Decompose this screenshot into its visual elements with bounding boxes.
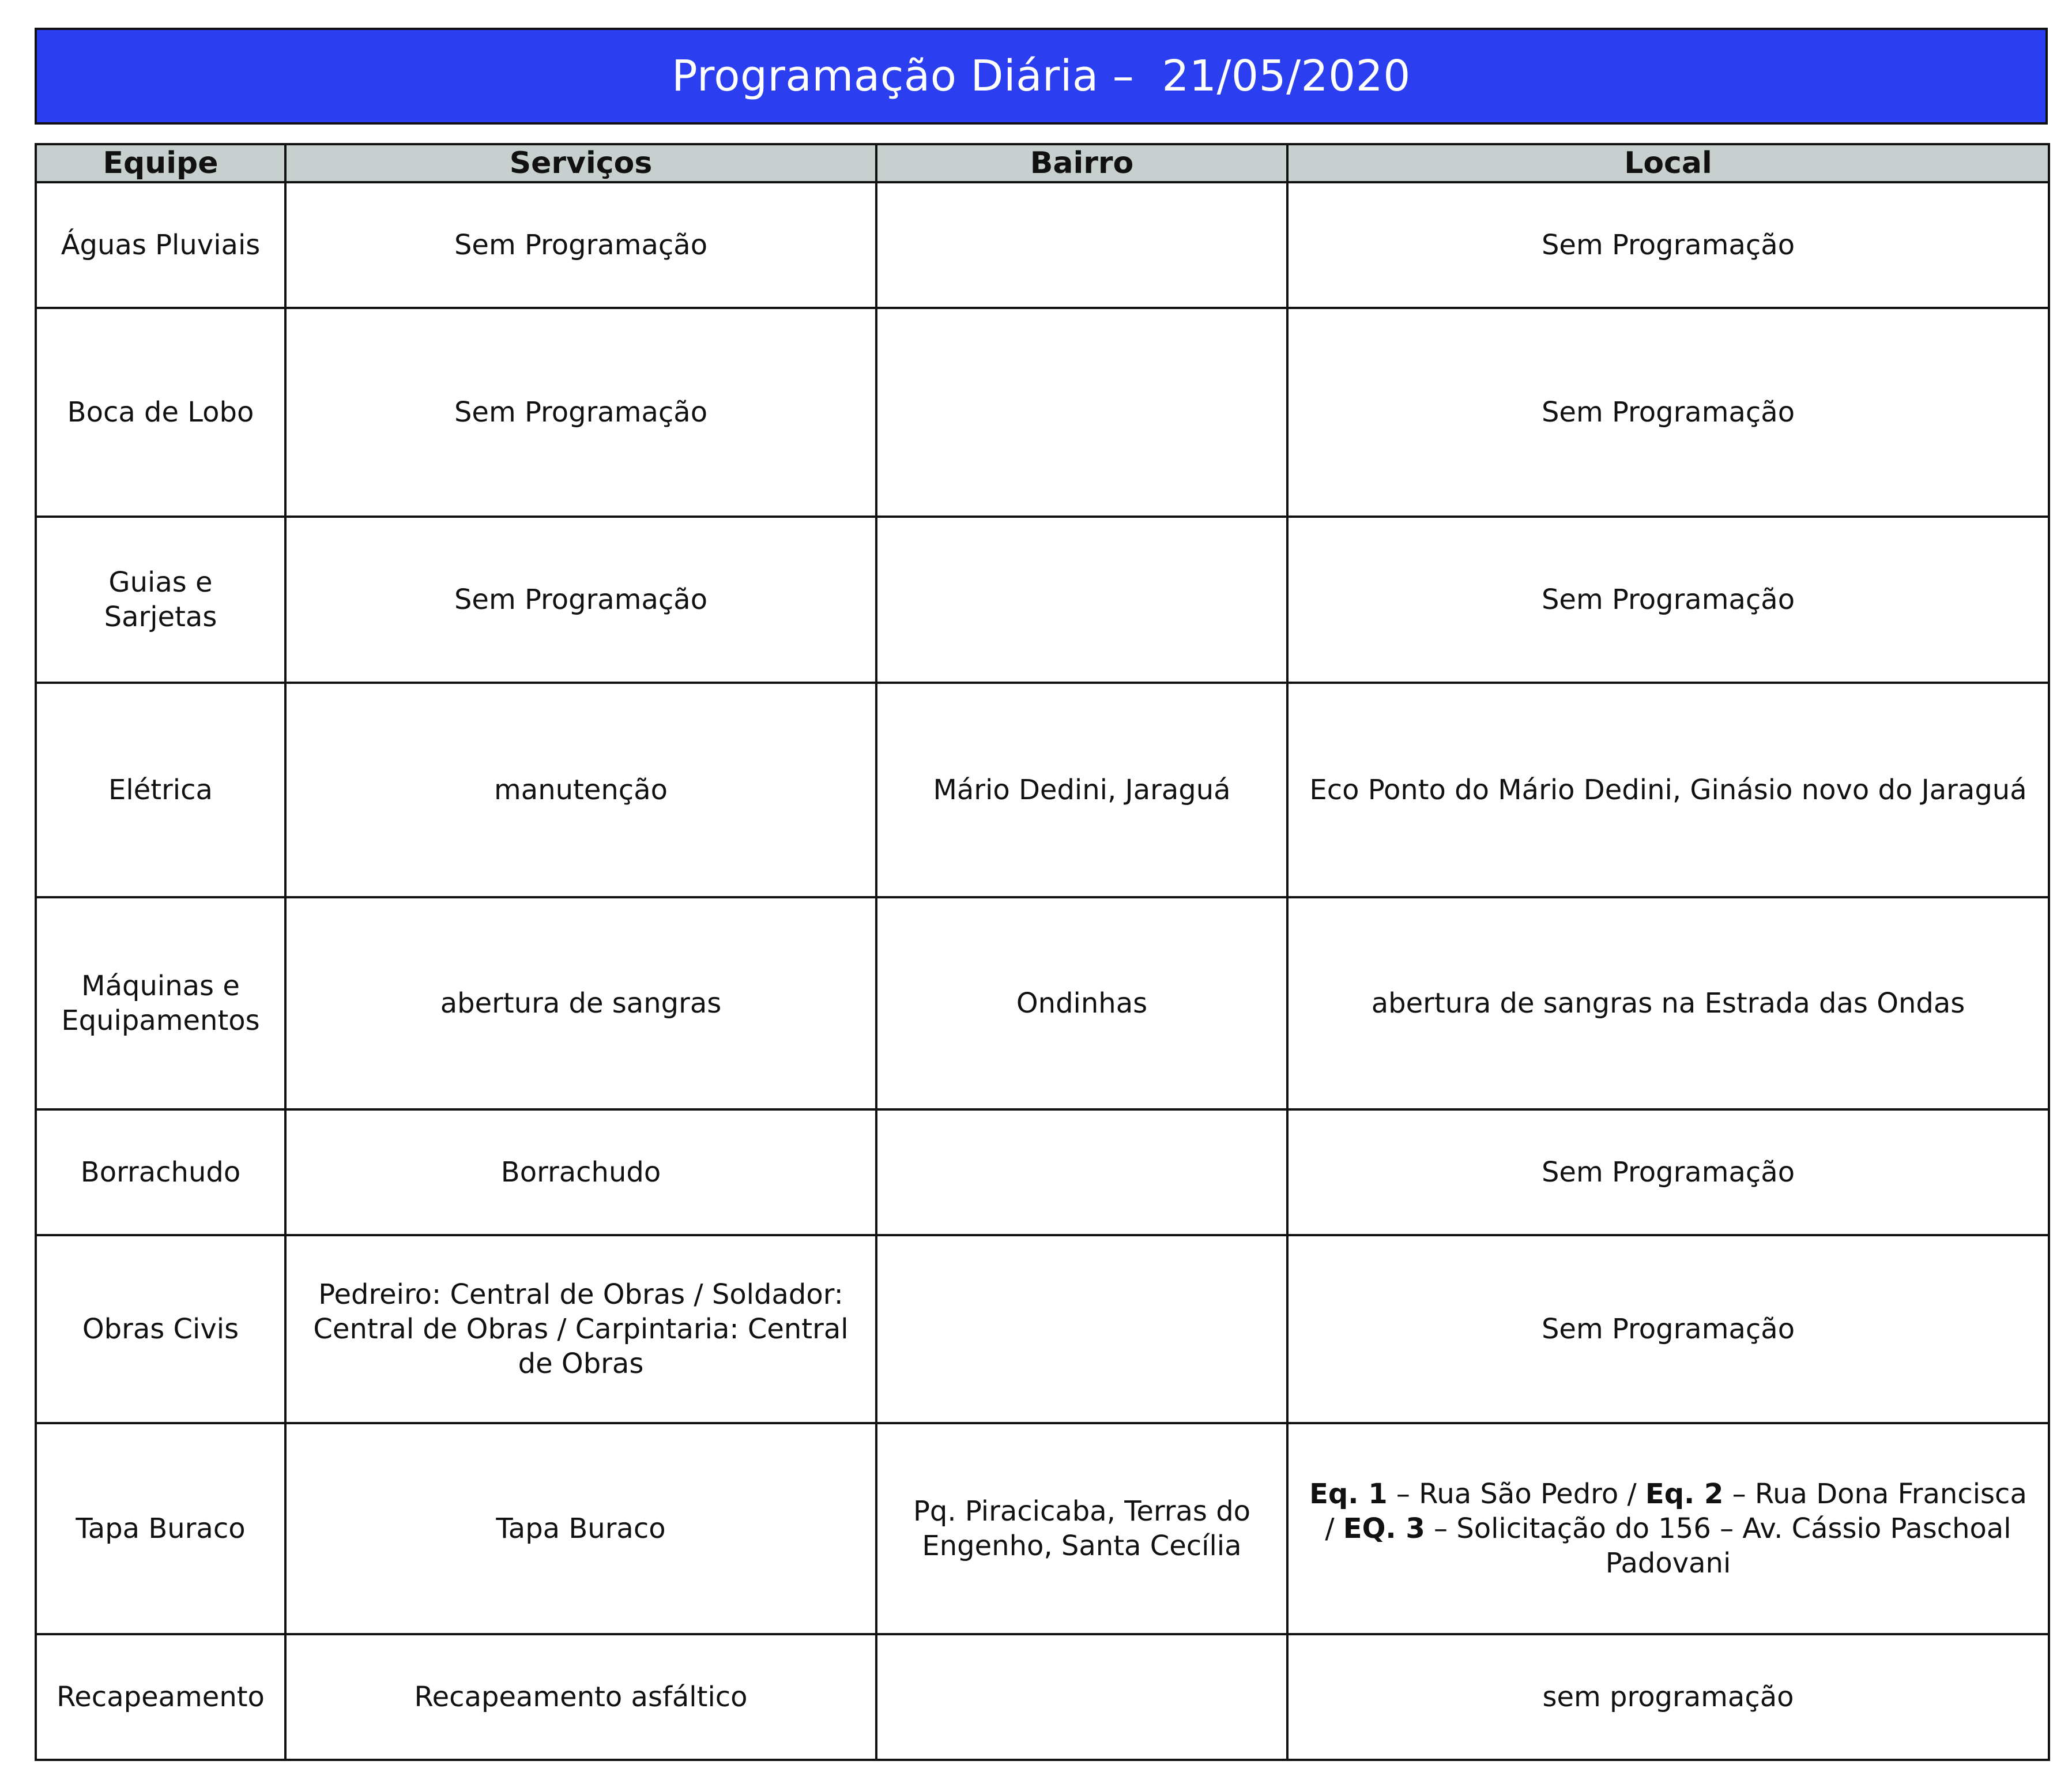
table-row <box>36 897 2049 1109</box>
cell-equipe: Máquinas e Equipamentos <box>36 897 285 1109</box>
table-row <box>36 1109 2049 1235</box>
cell-servicos: Recapeamento asfáltico <box>285 1634 876 1760</box>
cell-equipe: Águas Pluviais <box>36 182 285 308</box>
cell-bairro <box>876 517 1287 683</box>
cell-servicos: Borrachudo <box>285 1109 876 1235</box>
cell-bairro <box>876 1634 1287 1760</box>
table-row <box>36 683 2049 897</box>
team-location-eq3: – Solicitação do 156 – Av. Cássio Paschoal Padovani <box>1425 1512 2011 1579</box>
cell-bairro: Ondinhas <box>876 897 1287 1109</box>
cell-servicos: Tapa Buraco <box>285 1423 876 1634</box>
column-header-bairro: Bairro <box>876 144 1287 182</box>
table-row <box>36 1423 2049 1634</box>
cell-local: Sem Programação <box>1287 1235 2049 1423</box>
cell-bairro: Mário Dedini, Jaraguá <box>876 683 1287 897</box>
table-row <box>36 308 2049 517</box>
cell-local: sem programação <box>1287 1634 2049 1760</box>
page-title: Programação Diária – 21/05/2020 <box>672 51 1411 101</box>
cell-bairro <box>876 182 1287 308</box>
team-label-eq1: Eq. 1 <box>1309 1478 1388 1510</box>
cell-servicos: abertura de sangras <box>285 897 876 1109</box>
cell-local: Sem Programação <box>1287 308 2049 517</box>
cell-servicos: Pedreiro: Central de Obras / Soldador: Central de Obras / Carpintaria: Central de Obras <box>285 1235 876 1423</box>
table-row <box>36 1634 2049 1760</box>
cell-equipe: Elétrica <box>36 683 285 897</box>
cell-equipe: Boca de Lobo <box>36 308 285 517</box>
cell-local: Sem Programação <box>1287 1109 2049 1235</box>
cell-local: Sem Programação <box>1287 517 2049 683</box>
column-header-local: Local <box>1287 144 2049 182</box>
cell-servicos: Sem Programação <box>285 517 876 683</box>
cell-equipe: Guias e Sarjetas <box>36 517 285 683</box>
cell-local <box>1287 1423 2049 1634</box>
team-label-eq2: Eq. 2 <box>1645 1478 1724 1510</box>
column-header-servicos: Serviços <box>285 144 876 182</box>
schedule-table <box>35 143 2050 1761</box>
cell-servicos: manutenção <box>285 683 876 897</box>
cell-bairro <box>876 1235 1287 1423</box>
column-header-equipe: Equipe <box>36 144 285 182</box>
cell-local: Eco Ponto do Mário Dedini, Ginásio novo do Jaraguá <box>1287 683 2049 897</box>
team-location-eq1: – Rua São Pedro / <box>1387 1478 1645 1510</box>
cell-equipe: Tapa Buraco <box>36 1423 285 1634</box>
cell-equipe: Obras Civis <box>36 1235 285 1423</box>
table-row <box>36 517 2049 683</box>
title-bar <box>35 28 2048 125</box>
team-label-eq3: EQ. 3 <box>1343 1512 1425 1545</box>
cell-bairro <box>876 308 1287 517</box>
cell-servicos: Sem Programação <box>285 308 876 517</box>
table-header-row <box>36 144 2049 182</box>
cell-local: Sem Programação <box>1287 182 2049 308</box>
cell-equipe: Borrachudo <box>36 1109 285 1235</box>
cell-local: abertura de sangras na Estrada das Ondas <box>1287 897 2049 1109</box>
cell-bairro <box>876 1109 1287 1235</box>
table-row <box>36 182 2049 308</box>
team-location-eq2: – Rua Dona Francisca / <box>1325 1478 2027 1545</box>
cell-equipe: Recapeamento <box>36 1634 285 1760</box>
table-row <box>36 1235 2049 1423</box>
cell-bairro: Pq. Piracicaba, Terras do Engenho, Santa Cecília <box>876 1423 1287 1634</box>
cell-servicos: Sem Programação <box>285 182 876 308</box>
